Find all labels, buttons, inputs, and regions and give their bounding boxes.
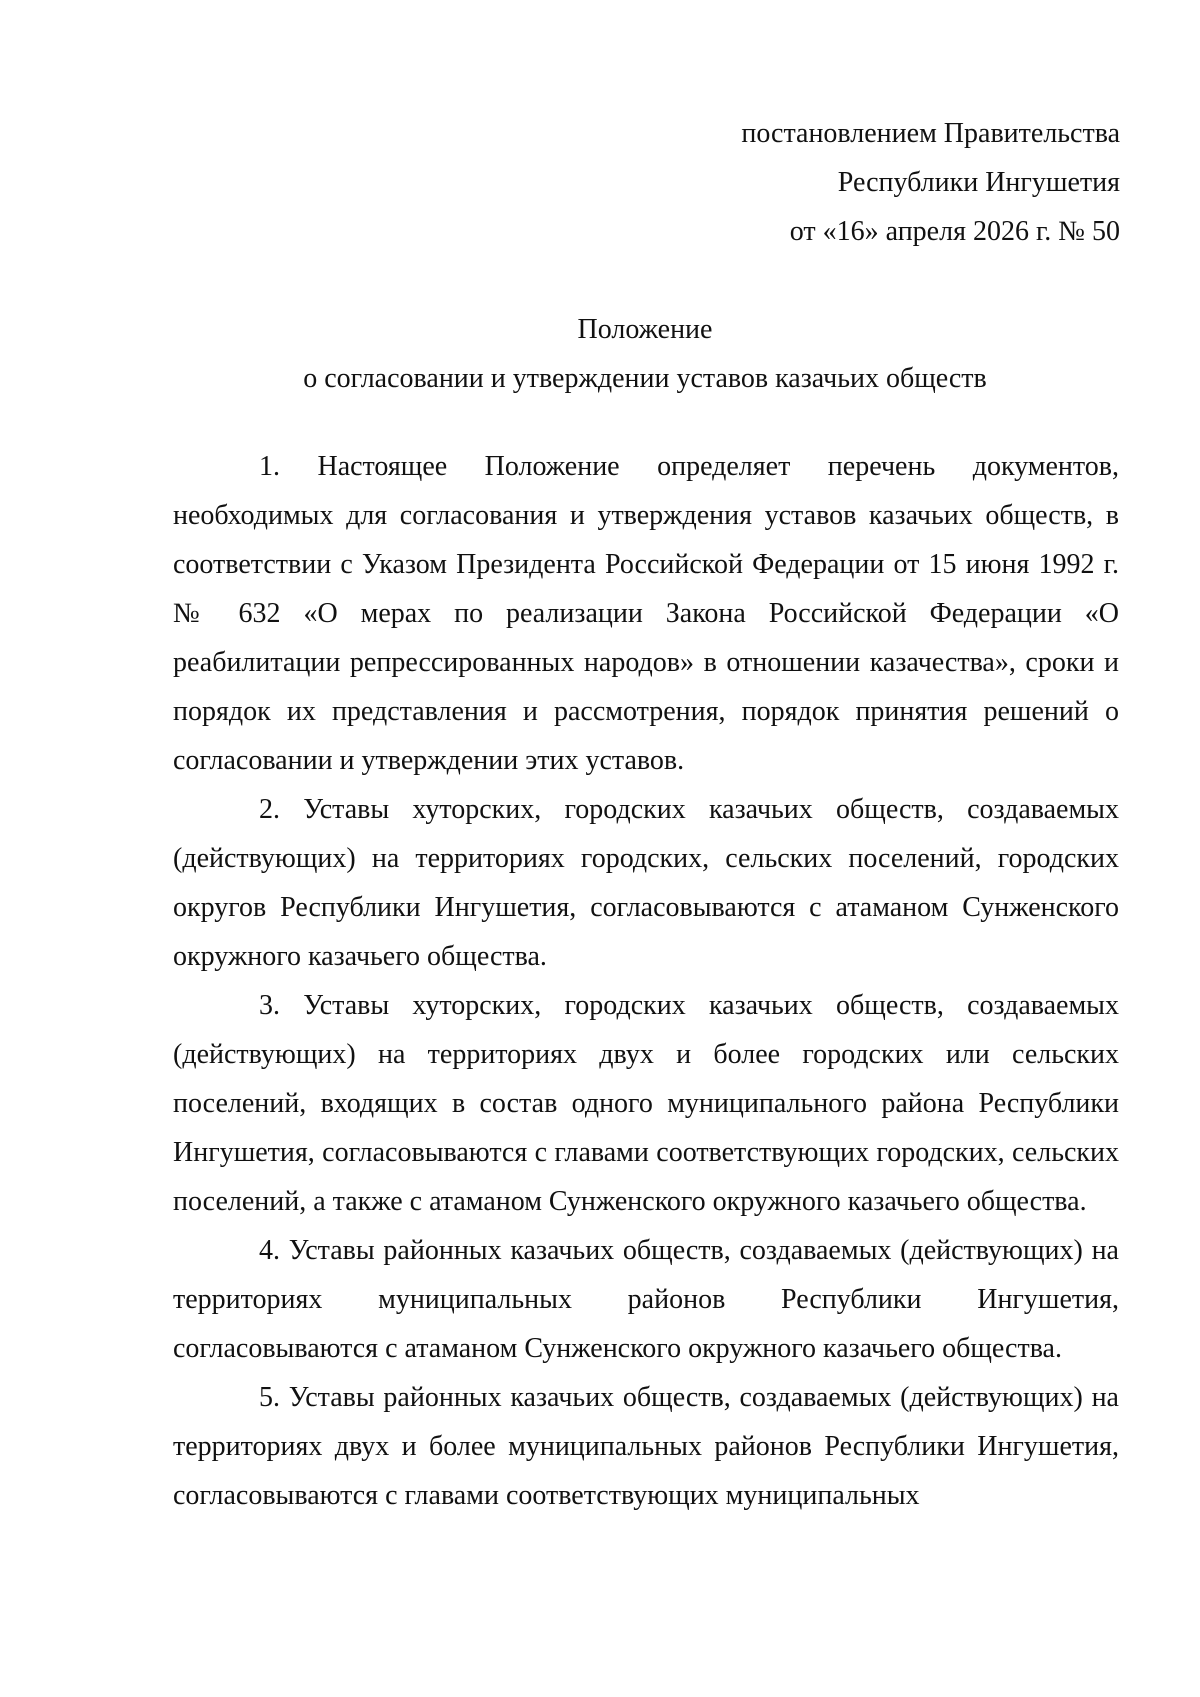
document-title	[170, 305, 1120, 403]
document-title-line-1: Положение	[577, 314, 713, 345]
paragraph-2: 2. Уставы хуторских, городских казачьих обществ, создаваемых (действующих) на территориях городских, сельских поселений, городских округов Республики Ингушетия, согласовываются с атаманом Сунженского окружного казачьего общества.	[173, 794, 1119, 972]
approval-header-line-1: постановлением Правительства	[741, 118, 1120, 149]
paragraph-4: 4. Уставы районных казачьих обществ, создаваемых (действующих) на территориях муниципальных районов Республики Ингушетия, согласовываются с атаманом Сунженского окружного казачьего общества.	[173, 1235, 1119, 1364]
paragraph-5: 5. Уставы районных казачьих обществ, создаваемых (действующих) на территориях двух и более муниципальных районов Республики Ингушетия, согласовываются с главами соответствующих муниципальных	[173, 1382, 1119, 1511]
document-title-line-2: о согласовании и утверждении уставов казачьих обществ	[303, 363, 987, 394]
approval-header-line-2: Республики Ингушетия	[837, 167, 1120, 198]
paragraph-1: 1. Настоящее Положение определяет перечень документов, необходимых для согласования и утверждения уставов казачьих обществ, в соответствии с Указом Президента Российской Федерации от 15 июня 1992 г. № 632 «О мерах по реализации Закона Российской Федерации «О реабилитации репрессированных народов» в отношении казачества», сроки и порядок их представления и рассмотрения, порядок принятия решений о согласовании и утверждении этих уставов.	[173, 451, 1119, 776]
approval-header-line-3: от «16» апреля 2026 г. № 50	[789, 216, 1120, 247]
document-body	[173, 442, 1119, 1520]
approval-header	[600, 109, 1120, 256]
paragraph-3: 3. Уставы хуторских, городских казачьих обществ, создаваемых (действующих) на территориях двух и более городских или сельских поселений, входящих в состав одного муниципального района Республики Ингушетия, согласовываются с главами соответствующих городских, сельских поселений, а также с атаманом Сунженского окружного казачьего общества.	[173, 990, 1119, 1217]
